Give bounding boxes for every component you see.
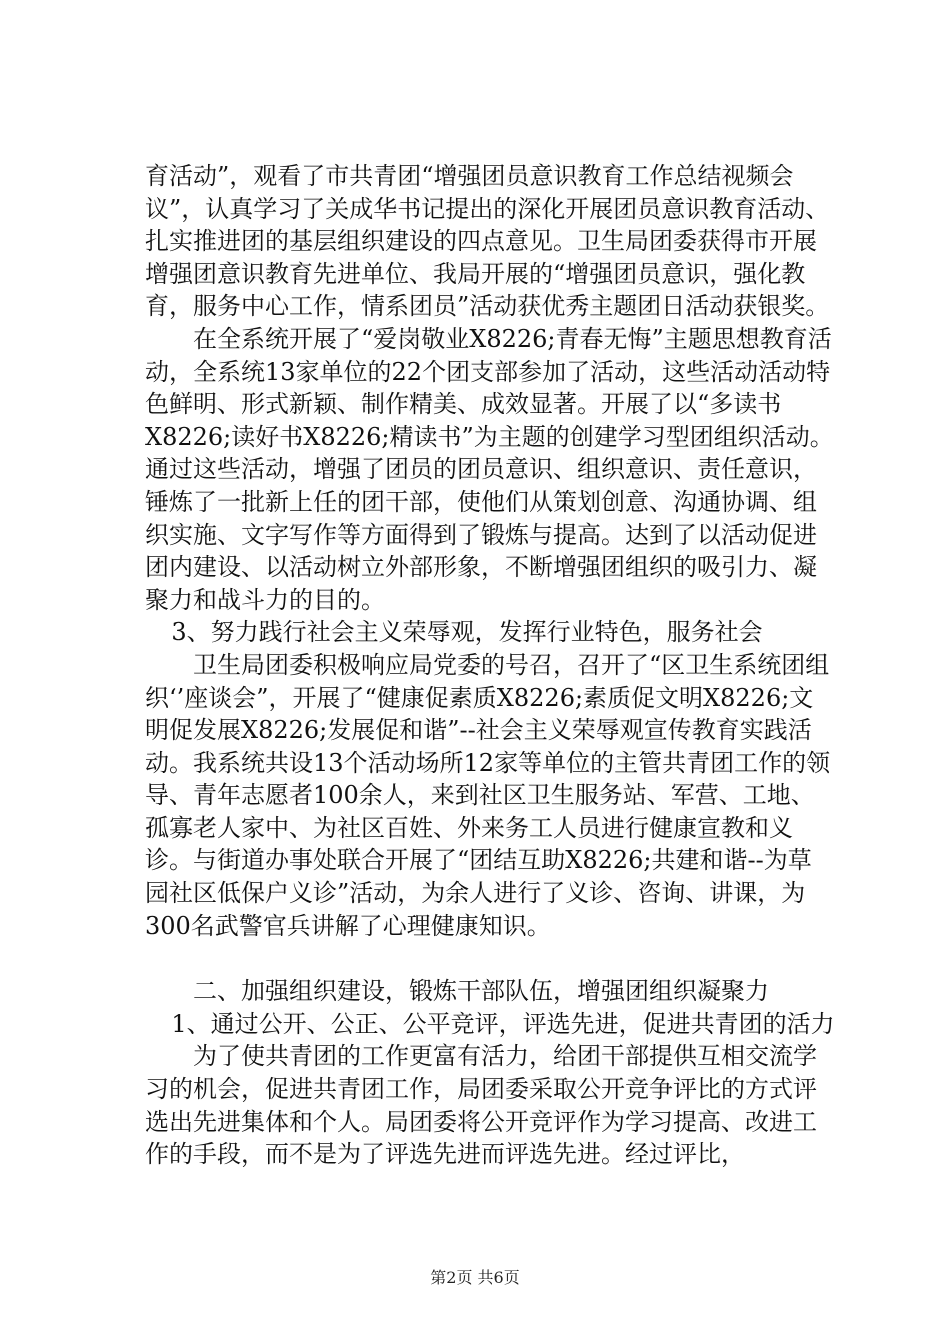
section-heading-3: 3、努力践行社会主义荣辱观，发挥行业特色，服务社会	[171, 618, 763, 647]
paragraph-4: 为了使共青团的工作更富有活力，给团干部提供互相交流学习的机会，促进共青团工作，局团委采取公开竞争评比的方式评选出先进集体和个人。局团委将公开竞评作为学习提高、改进工作的手段，而不是为了评选先进而评选先进。经过评比，	[145, 1042, 817, 1169]
section-heading-2: 二、加强组织建设，锻炼干部队伍，增强团组织凝聚力	[193, 977, 769, 1006]
document-body	[145, 160, 835, 1171]
paragraph-2: 在全系统开展了“爱岗敬业X8226;青春无悔”主题思想教育活动，全系统13家单位的22个团支部参加了活动，这些活动活动特色鲜明、形式新颖、制作精美、成效显著。开展了以“多读书X8226;读好书X8226;精读书”为主题的创建学习型团组织活动。通过这些活动，增强了团员的团员意识、组织意识、责任意识，锤炼了一批新上任的团干部，使他们从策划创意、沟通协调、组织实施、文字写作等方面得到了锻炼与提高。达到了以活动促进团内建设、以活动树立外部形象，不断增强团组织的吸引力、凝聚力和战斗力的目的。	[145, 324, 834, 614]
paragraph-1: 育活动”，观看了市共青团“增强团员意识教育工作总结视频会议”，认真学习了关成华书记提出的深化开展团员意识教育活动、扎实推进团的基层组织建设的四点意见。卫生局团委获得市开展增强团意识教育先进单位、我局开展的“增强团员意识，强化教育，服务中心工作，情系团员”活动获优秀主题团日活动获银奖。	[145, 162, 830, 321]
paragraph-3: 卫生局团委积极响应局党委的号召，召开了“区卫生系统团组织‘’座谈会”，开展了“健康促素质X8226;素质促文明X8226;文明促发展X8226;发展促和谐”--社会主义荣辱观宣传教育实践活动。我系统共设13个活动场所12家等单位的主管共青团工作的领导、青年志愿者100余人，来到社区卫生服务站、军营、工地、孤寡老人家中、为社区百姓、外来务工人员进行健康宣教和义诊。与街道办事处联合开展了“团结互助X8226;共建和谐--为草园社区低保户义诊”活动，为余人进行了义诊、咨询、讲课，为300名武警官兵讲解了心理健康知识。	[145, 650, 831, 940]
subsection-heading-1: 1、通过公开、公正、公平竞评，评选先进，促进共青团的活力	[171, 1009, 835, 1038]
page-footer: 第2页 共6页	[430, 1268, 520, 1287]
